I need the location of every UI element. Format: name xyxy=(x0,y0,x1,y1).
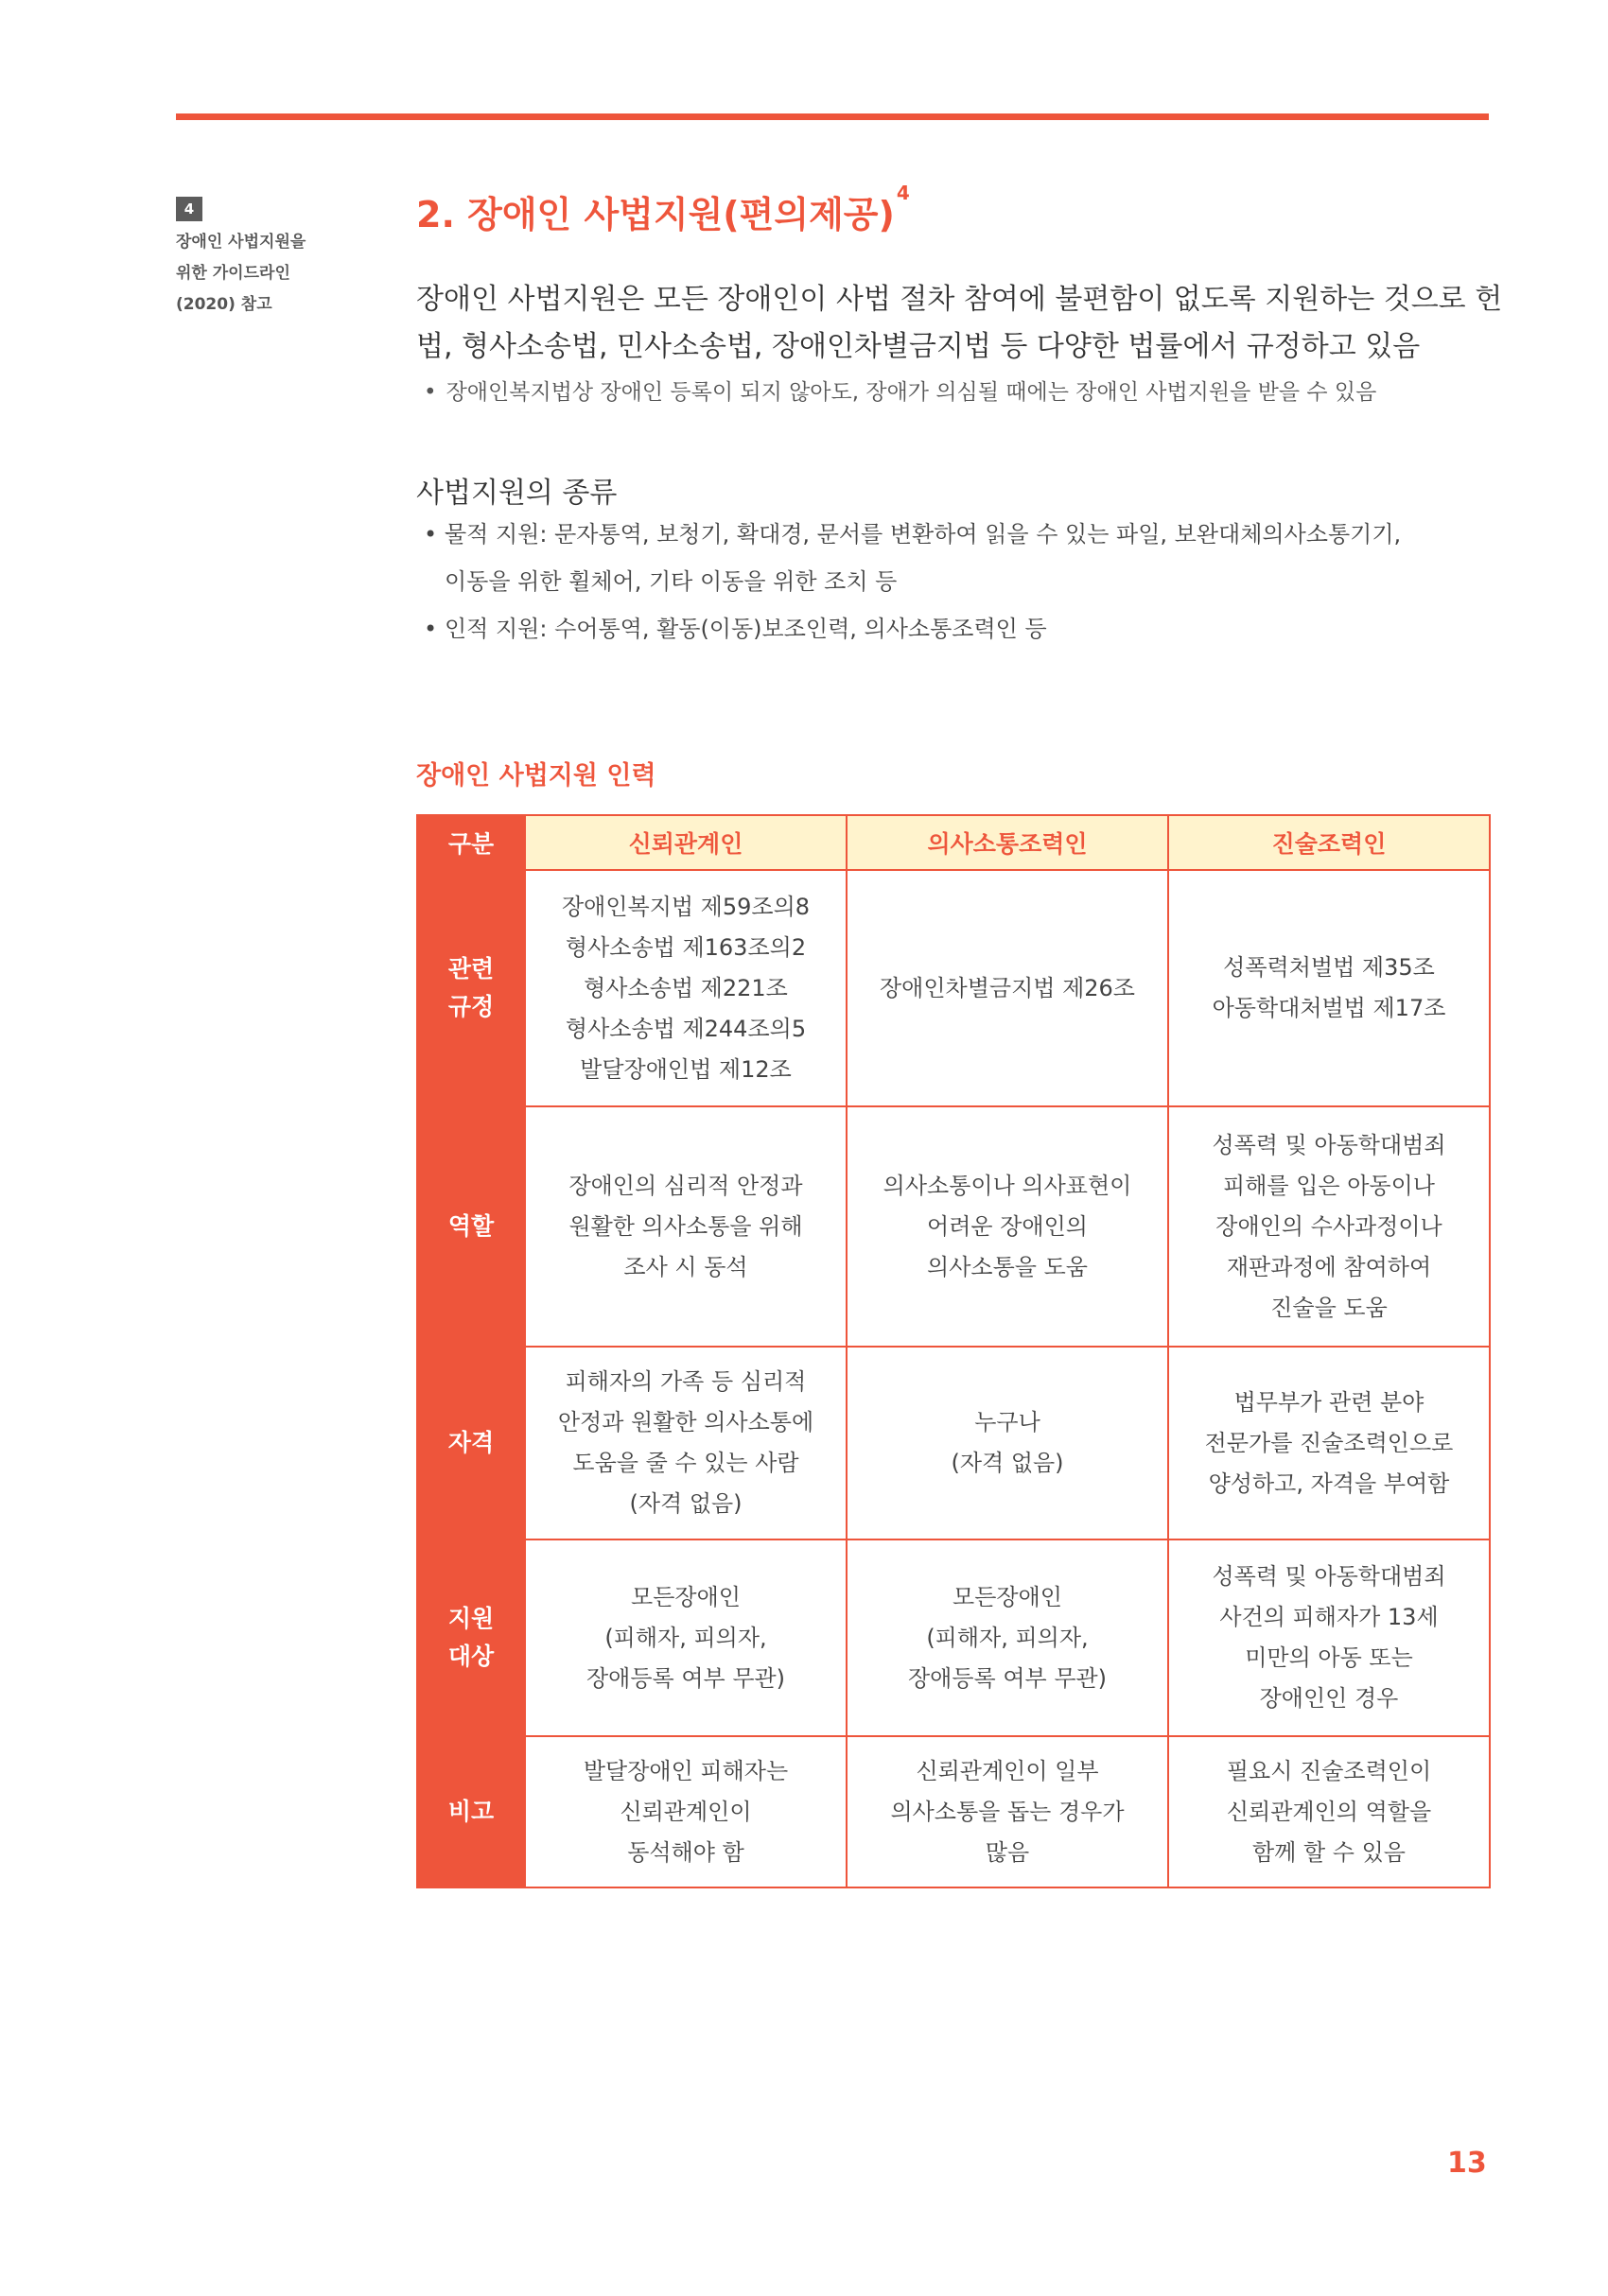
cell-line: 발달장애인 피해자는 xyxy=(583,1757,789,1784)
table-cell xyxy=(525,1106,847,1347)
section-title-text: 2. 장애인 사법지원(편의제공) xyxy=(416,194,895,235)
list-item-text: 이동을 위한 휠체어, 기타 이동을 위한 조치 등 xyxy=(445,568,898,595)
cell-line: 원활한 의사소통을 위해 xyxy=(568,1212,803,1240)
table-row xyxy=(417,1106,1490,1347)
intro-line: 법, 형사소송법, 민사소송법, 장애인차별금지법 등 다양한 법률에서 규정하고 있음 xyxy=(416,330,1421,363)
cell-line: (피해자, 피의자, xyxy=(604,1624,767,1651)
cell-line: 의사소통이나 의사표현이 xyxy=(883,1172,1132,1199)
cell-line: 형사소송법 제221조 xyxy=(584,974,788,1001)
column-header: 신뢰관계인 xyxy=(525,815,847,870)
table-cell xyxy=(847,1539,1168,1736)
cell-line: 누구나 xyxy=(974,1409,1040,1435)
row-header-line: 역할 xyxy=(447,1212,495,1240)
table-cell xyxy=(847,1347,1168,1539)
row-header xyxy=(417,1106,525,1347)
table-cell xyxy=(525,870,847,1106)
footnote-line: (2020) 참고 xyxy=(176,295,272,314)
cell-line: 피해를 입은 아동이나 xyxy=(1223,1172,1435,1199)
cell-line: 필요시 진술조력인이 xyxy=(1226,1757,1432,1784)
row-header-line: 자격 xyxy=(447,1429,495,1456)
cell-line: 모든장애인 xyxy=(953,1583,1062,1610)
cell-line: 성폭력 및 아동학대범죄 xyxy=(1212,1563,1446,1590)
table-cell xyxy=(847,1106,1168,1347)
row-header xyxy=(417,1347,525,1539)
table-row xyxy=(417,1539,1490,1736)
table-title: 장애인 사법지원 인력 xyxy=(416,761,656,791)
cell-line: 전문가를 진술조력인으로 xyxy=(1204,1429,1454,1456)
column-header: 의사소통조력인 xyxy=(847,815,1168,870)
cell-line: 어려운 장애인의 xyxy=(927,1212,1088,1240)
cell-line: 장애등록 여부 무관) xyxy=(907,1664,1108,1692)
cell-line: 발달장애인법 제12조 xyxy=(580,1055,792,1083)
table-row xyxy=(417,870,1490,1106)
table-cell xyxy=(1168,1347,1490,1539)
support-personnel-table xyxy=(416,814,1491,1888)
table-cell xyxy=(525,1347,847,1539)
column-header: 진술조력인 xyxy=(1168,815,1490,870)
support-types-list xyxy=(424,511,1502,652)
footnote-line: 장애인 사법지원을 xyxy=(176,233,306,252)
row-header-line: 관련 xyxy=(447,955,495,983)
list-bullet: • xyxy=(424,616,438,642)
row-header xyxy=(417,1736,525,1887)
list-item-text: 인적 지원: 수어통역, 활동(이동)보조인력, 의사소통조력인 등 xyxy=(445,616,1047,642)
footnote-text xyxy=(176,227,327,321)
cell-line: 형사소송법 제163조의2 xyxy=(565,933,807,961)
cell-line: 안정과 원활한 의사소통에 xyxy=(557,1409,814,1435)
note-text: 장애인복지법상 장애인 등록이 되지 않아도, 장애가 의심될 때에는 장애인 사법지원을 받을 수 있음 xyxy=(446,380,1377,405)
cell-line: 신뢰관계인의 역할을 xyxy=(1226,1798,1432,1825)
row-header xyxy=(417,1539,525,1736)
row-header-line: 대상 xyxy=(447,1643,495,1670)
cell-line: 형사소송법 제244조의5 xyxy=(565,1015,807,1042)
cell-line: 신뢰관계인이 xyxy=(620,1798,752,1825)
cell-line: 모든장애인 xyxy=(631,1583,741,1610)
list-bullet: • xyxy=(424,521,438,548)
table-row xyxy=(417,1736,1490,1887)
cell-line: 의사소통을 도움 xyxy=(927,1253,1088,1280)
cell-line: 함께 할 수 있음 xyxy=(1252,1838,1406,1866)
top-accent-rule xyxy=(176,113,1489,120)
cell-line: (자격 없음) xyxy=(951,1450,1064,1476)
cell-line: 장애인복지법 제59조의8 xyxy=(561,893,811,920)
intro-paragraph xyxy=(416,276,1503,371)
cell-line: 양성하고, 자격을 부여함 xyxy=(1208,1470,1450,1497)
cell-line: 신뢰관계인이 일부 xyxy=(916,1757,1099,1784)
cell-line: 도움을 줄 수 있는 사람 xyxy=(572,1450,799,1476)
cell-line: 많음 xyxy=(985,1838,1030,1866)
table-cell xyxy=(1168,870,1490,1106)
cell-line: 장애인차별금지법 제26조 xyxy=(879,974,1135,1001)
list-item-continuation xyxy=(424,558,1502,605)
cell-line: (자격 없음) xyxy=(629,1490,743,1517)
cell-line: 진술을 도움 xyxy=(1270,1294,1388,1321)
cell-line: 미만의 아동 또는 xyxy=(1245,1644,1413,1671)
table-cell xyxy=(847,1736,1168,1887)
cell-line: 장애등록 여부 무관) xyxy=(586,1664,786,1692)
support-types-heading: 사법지원의 종류 xyxy=(416,477,618,510)
cell-line: 아동학대처벌법 제17조 xyxy=(1212,995,1446,1021)
intro-line: 장애인 사법지원은 모든 장애인이 사법 절차 참여에 불편함이 없도록 지원하는 것으로 헌 xyxy=(416,283,1503,316)
table-cell xyxy=(847,870,1168,1106)
cell-line: 장애인인 경우 xyxy=(1259,1685,1399,1712)
list-item-text: 물적 지원: 문자통역, 보청기, 확대경, 문서를 변환하여 읽을 수 있는 파일, 보완대체의사소통기기, xyxy=(445,521,1402,548)
cell-line: 조사 시 동석 xyxy=(623,1253,748,1280)
table-cell xyxy=(525,1539,847,1736)
footnote-number: 4 xyxy=(176,197,202,221)
cell-line: 의사소통을 돕는 경우가 xyxy=(890,1798,1125,1825)
footnote-line: 위한 가이드라인 xyxy=(176,264,290,283)
page-number: 13 xyxy=(1447,2147,1487,2180)
cell-line: 피해자의 가족 등 심리적 xyxy=(565,1368,807,1395)
intro-note xyxy=(424,374,1376,406)
cell-line: 성폭력 및 아동학대범죄 xyxy=(1212,1131,1446,1158)
table-corner-header: 구분 xyxy=(417,815,525,870)
side-footnote xyxy=(176,197,327,321)
row-header xyxy=(417,870,525,1106)
cell-line: (피해자, 피의자, xyxy=(926,1624,1089,1651)
table-cell xyxy=(1168,1539,1490,1736)
cell-line: 법무부가 관련 분야 xyxy=(1233,1388,1424,1416)
list-item xyxy=(424,605,1502,652)
section-title-footnote-ref: 4 xyxy=(896,182,910,204)
note-bullet: • xyxy=(424,380,437,405)
row-header-line: 비고 xyxy=(447,1798,495,1825)
section-title xyxy=(416,182,910,237)
row-header-line: 지원 xyxy=(447,1605,495,1632)
table-cell xyxy=(1168,1736,1490,1887)
table-row xyxy=(417,1347,1490,1539)
cell-line: 성폭력처벌법 제35조 xyxy=(1223,954,1435,981)
cell-line: 재판과정에 참여하여 xyxy=(1226,1253,1432,1280)
cell-line: 사건의 피해자가 13세 xyxy=(1219,1604,1439,1630)
cell-line: 장애인의 심리적 안정과 xyxy=(568,1172,803,1199)
cell-line: 장애인의 수사과정이나 xyxy=(1215,1212,1442,1240)
cell-line: 동석해야 함 xyxy=(627,1838,744,1866)
table-cell xyxy=(1168,1106,1490,1347)
table-header-row xyxy=(417,815,1490,870)
table-cell xyxy=(525,1736,847,1887)
row-header-line: 규정 xyxy=(447,993,495,1020)
list-item xyxy=(424,511,1502,558)
